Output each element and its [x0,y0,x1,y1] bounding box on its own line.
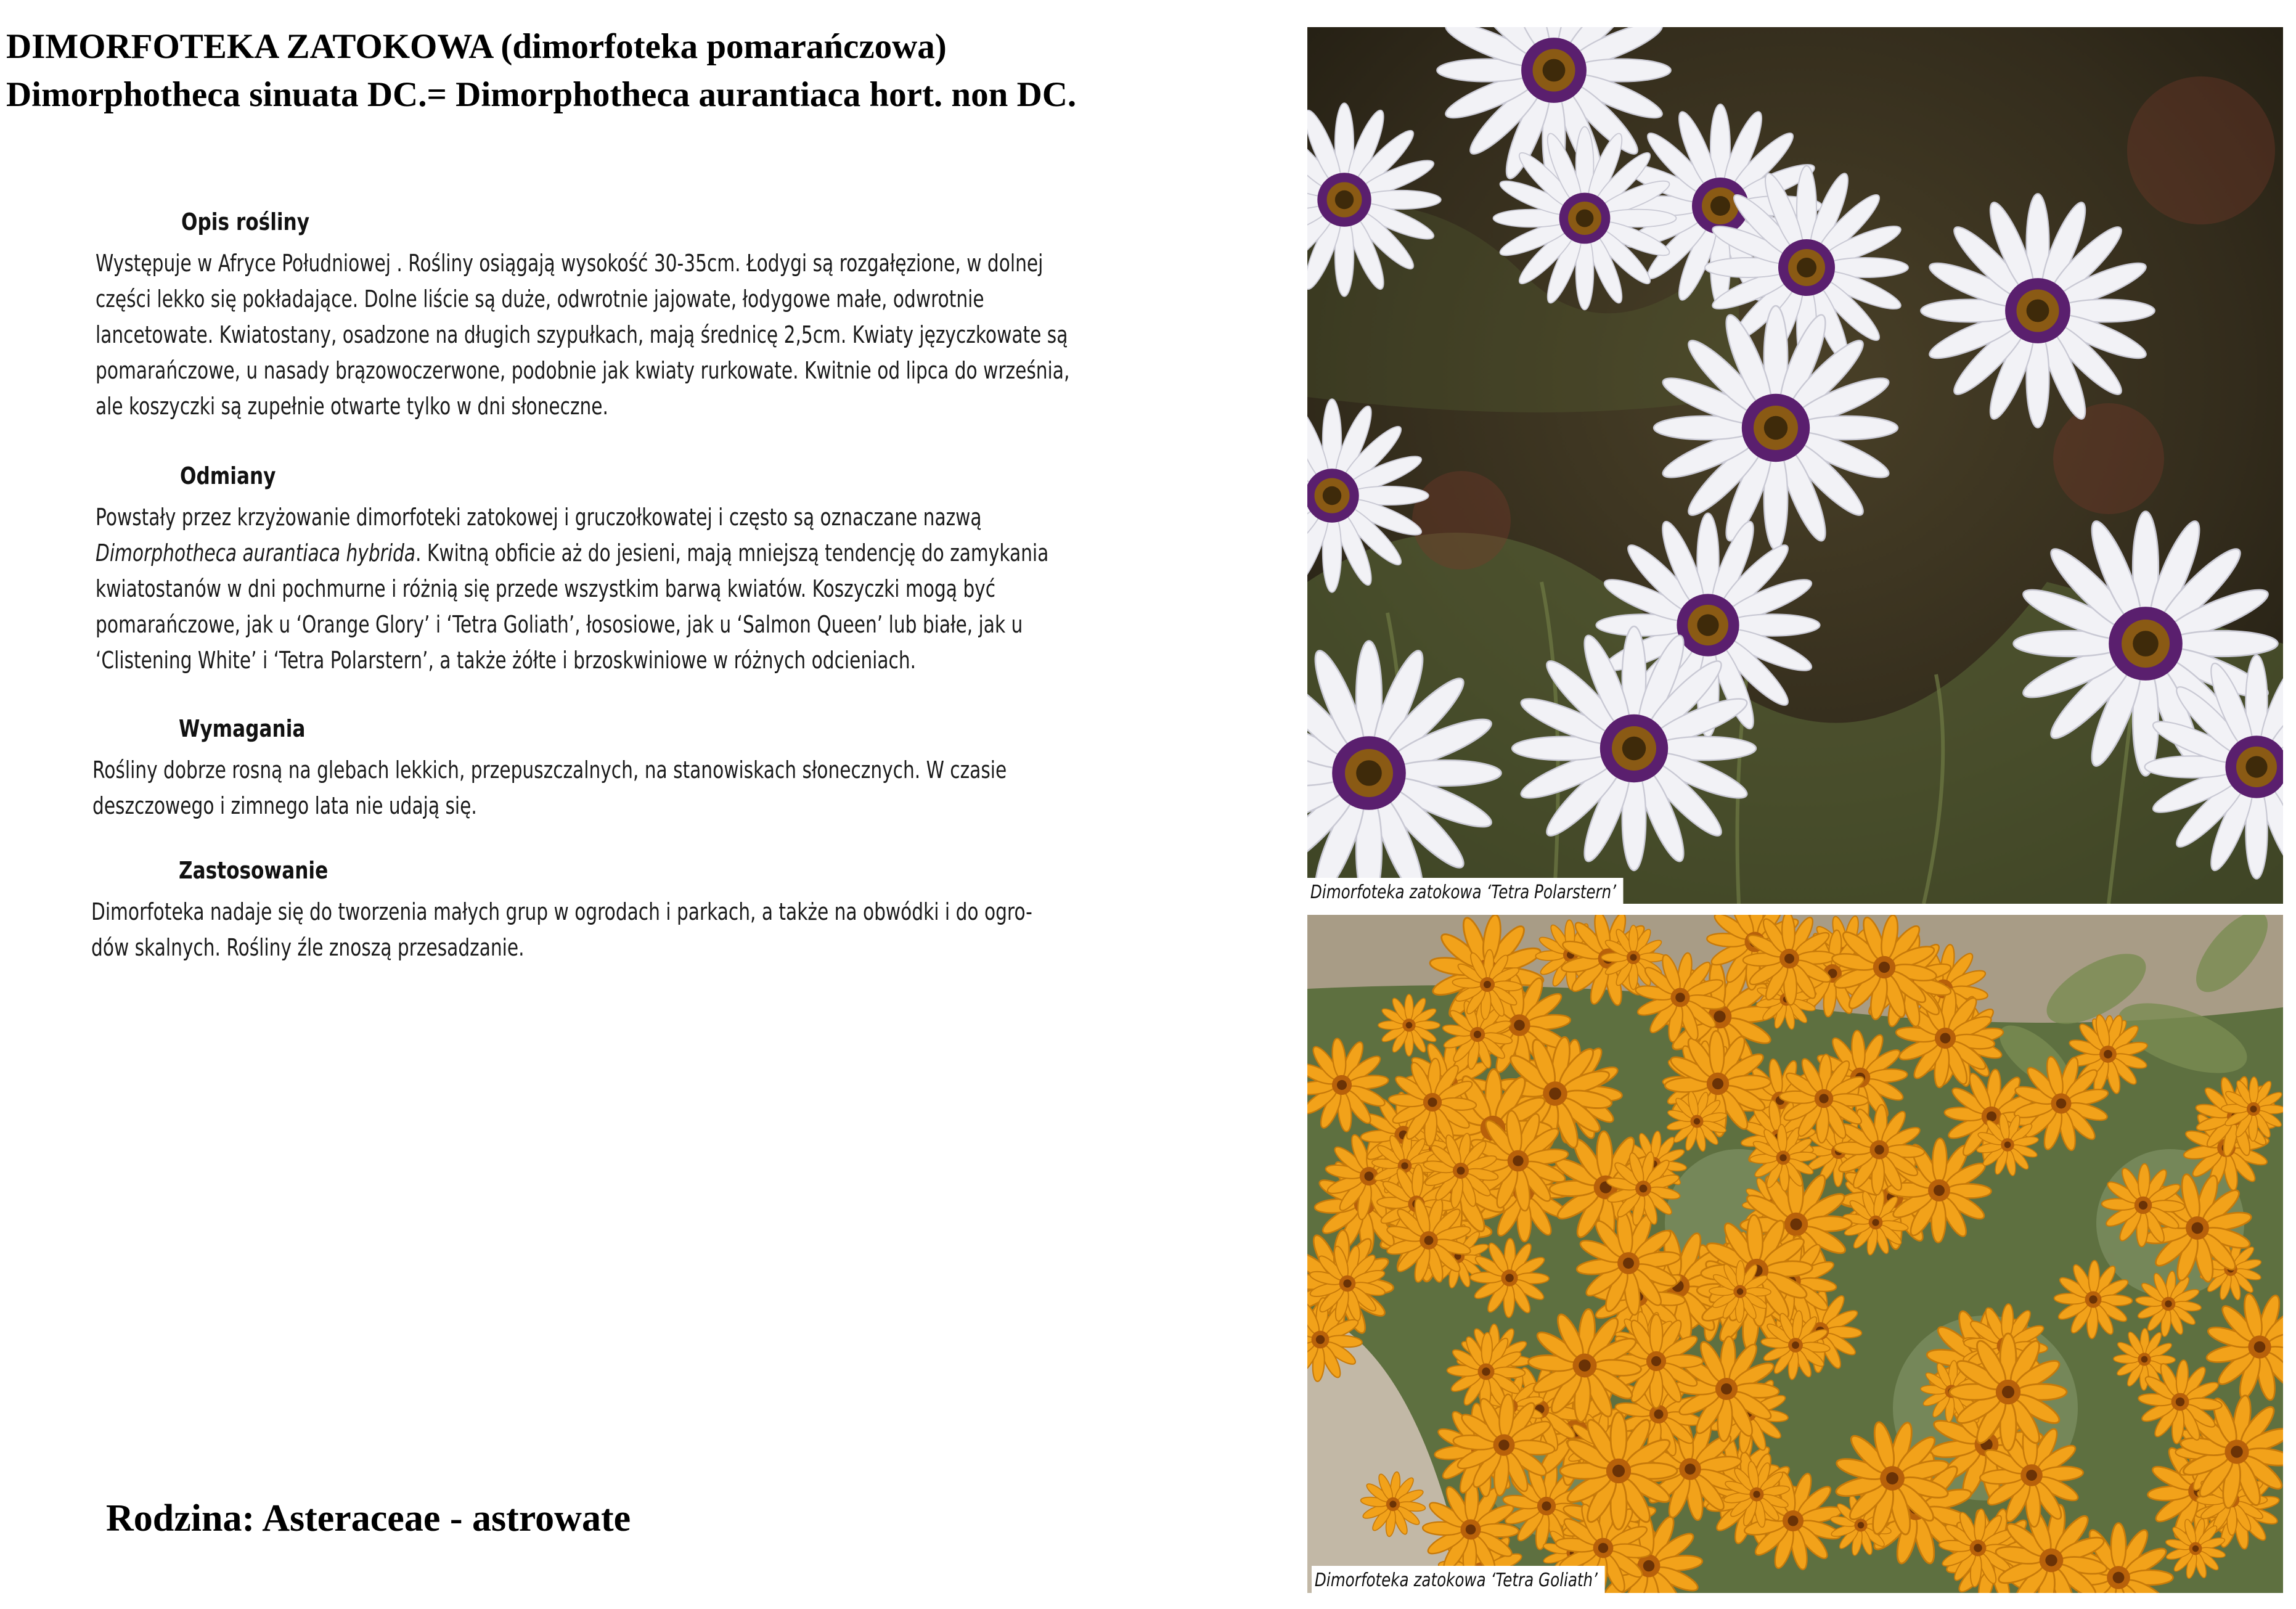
text-line: ‘Clistening White’ i ‘Tetra Polarstern’, a także żółte i brzoskwiniowe w różnych odcieniach. [96,647,917,674]
photo-tetra-goliath [1307,915,2283,1593]
heading-zastosowanie: Zastosowanie [179,857,329,884]
text-line-mixed [96,535,1048,571]
heading-opis: Opis rośliny [181,208,310,235]
paragraph-odmiany [96,499,1048,678]
heading-odmiany: Odmiany [180,462,276,489]
italic-cultivar-name: Dimorphotheca aurantiaca hybrida [96,539,416,567]
text-line: Dimorfoteka nadaje się do tworzenia małych grup w ogrodach i parkach, a także na obwódki i do ogro- [91,898,1032,925]
paragraph-opis [96,245,1069,424]
paragraph-wymagania [92,752,1007,824]
text-line: ale koszyczki są zupełnie otwarte tylko w dni słoneczne. [96,393,608,420]
text-line: kwiatostanów w dni pochmurne i różnią się przede wszystkim barwą kwiatów. Koszyczki mogą być [96,575,996,602]
text-line: deszczowego i zimnego lata nie udają się. [92,792,477,819]
heading-wymagania: Wymagania [179,715,306,742]
page-title: DIMORFOTEKA ZATOKOWA (dimorfoteka pomarańczowa) [6,27,947,66]
text-line: Powstały przez krzyżowanie dimorfoteki zatokowej i gruczołkowatej i często są oznaczane nazwą [96,504,982,531]
text-line: dów skalnych. Rośliny źle znoszą przesadzanie. [91,934,525,961]
page-subtitle: Dimorphotheca sinuata DC.= Dimorphotheca aurantiaca hort. non DC. [6,75,1077,114]
photo-caption-top: Dimorfoteka zatokowa ‘Tetra Polarstern’ [1307,878,1624,907]
orange-daisy-illustration [1307,915,2283,1593]
text-line: Występuje w Afryce Południowej . Rośliny osiągają wysokość 30-35cm. Łodygi są rozgałęzione, w dolnej [96,250,1044,277]
text-line: pomarańczowe, u nasady brązowoczerwone, podobnie jak kwiaty rurkowate. Kwitnie od lipca do września, [96,357,1070,384]
text-line: części lekko się pokładające. Dolne liście są duże, odwrotnie jajowate, łodygowe małe, odwrotnie [96,285,984,313]
photo-caption-bottom: Dimorfoteka zatokowa ‘Tetra Goliath’ [1312,1566,1604,1595]
paragraph-zastosowanie [91,894,1032,965]
text-line: pomarańczowe, jak u ‘Orange Glory’ i ‘Tetra Goliath’, łososiowe, jak u ‘Salmon Queen’ lub białe, jak u [96,611,1023,638]
text-fragment: . Kwitną obficie aż do jesieni, mają mniejszą tendencję do zamykania [415,539,1049,567]
family-label: Rodzina: Asteraceae - astrowate [106,1497,631,1539]
text-line: lancetowate. Kwiatostany, osadzone na długich szypułkach, mają średnicę 2,5cm. Kwiaty języczkowate są [96,321,1068,348]
white-daisy-illustration [1307,27,2283,904]
photo-tetra-polarstern [1307,27,2283,904]
text-line: Rośliny dobrze rosną na glebach lekkich, przepuszczalnych, na stanowiskach słonecznych. W czasie [92,756,1007,784]
